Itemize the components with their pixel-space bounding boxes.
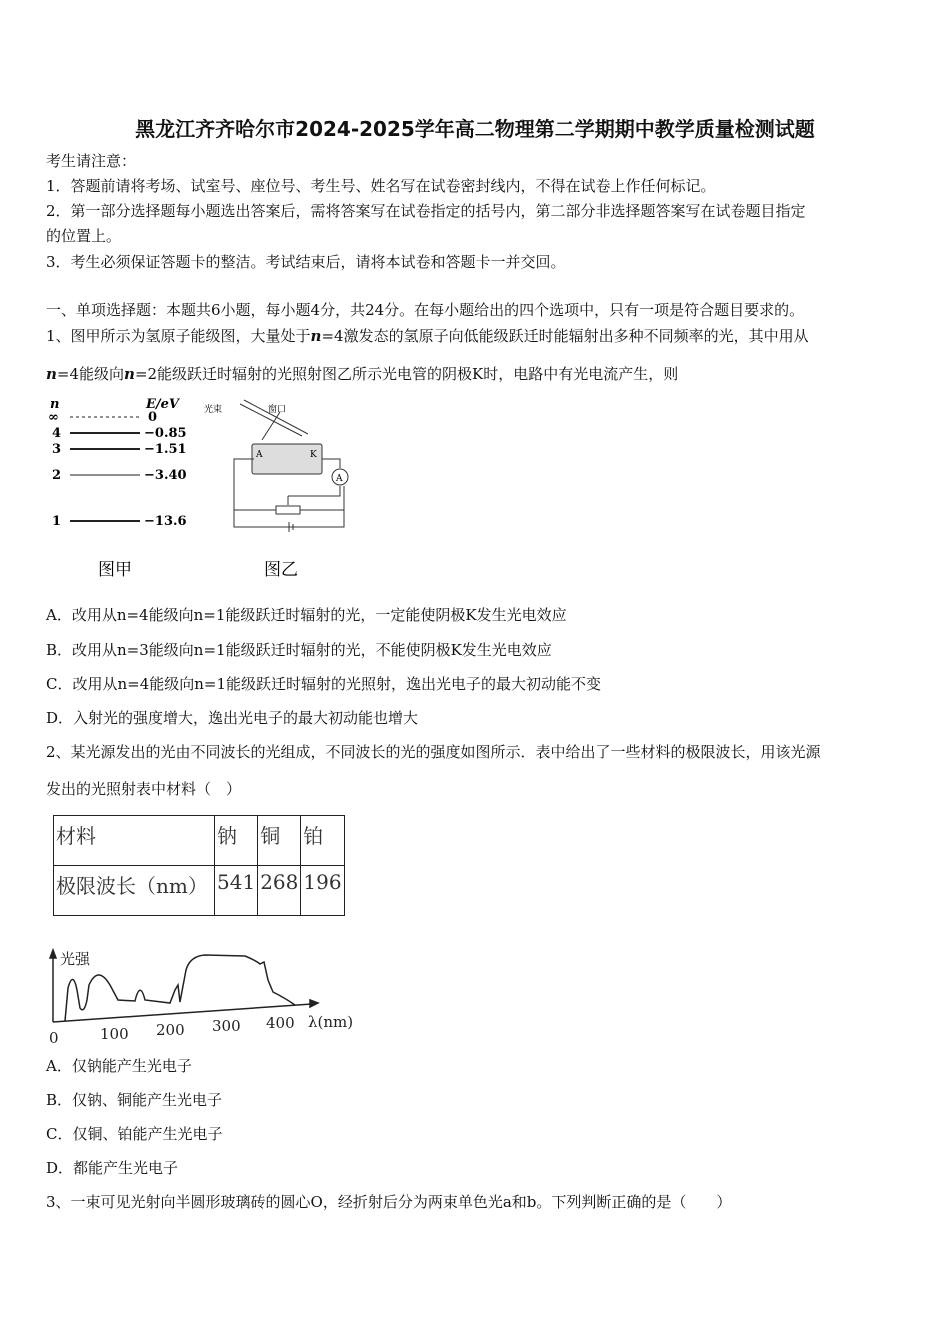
svg-text:0: 0	[49, 1029, 59, 1047]
svg-text:−0.85: −0.85	[144, 426, 187, 441]
svg-text:窗口: 窗口	[268, 405, 287, 415]
svg-text:300: 300	[212, 1017, 241, 1035]
level-n: ∞	[48, 410, 59, 425]
q1-option-c[interactable]: C．改用从n=4能级向n=1能级跃迁时辐射的光照射，逸出光电子的最大初动能不变	[46, 675, 602, 693]
q2-option-d[interactable]: D．都能产生光电子	[46, 1159, 179, 1177]
svg-text:λ(nm): λ(nm)	[308, 1013, 354, 1031]
table-row: 极限波长（nm） 541 268 196	[54, 866, 345, 916]
svg-text:−3.40: −3.40	[144, 468, 187, 483]
q2-option-c[interactable]: C．仅铜、铂能产生光电子	[46, 1125, 223, 1143]
q2-option-a[interactable]: A．仅钠能产生光电子	[46, 1057, 192, 1075]
q1-text: 1、图甲所示为氢原子能级图，大量处于n=4激发态的氢原子向低能级跃迁时能辐射出多种不同频率的光，其中用从	[46, 327, 809, 345]
svg-text:A: A	[256, 450, 263, 460]
svg-text:2: 2	[52, 468, 62, 483]
svg-text:3: 3	[52, 442, 62, 457]
n-label: n	[50, 397, 60, 412]
q3-text: 3、一束可见光射向半圆形玻璃砖的圆心O，经折射后分为两束单色光a和b。下列判断正确的是（ ）	[46, 1193, 732, 1211]
q2-option-b[interactable]: B．仅钠、铜能产生光电子	[46, 1091, 223, 1109]
notice-item: 3．考生必须保证答题卡的整洁。考试结束后，请将本试卷和答题卡一并交回。	[46, 253, 566, 271]
svg-text:0: 0	[148, 410, 158, 425]
svg-text:4: 4	[52, 426, 62, 441]
intensity-spectrum-chart	[40, 940, 370, 1050]
svg-text:光束: 光束	[204, 405, 223, 415]
e-label: E/eV	[146, 397, 180, 412]
q1-option-a[interactable]: A．改用从n=4能级向n=1能级跃迁时辐射的光，一定能使阴极K发生光电效应	[46, 606, 567, 624]
svg-text:−13.6: −13.6	[144, 514, 187, 529]
threshold-wavelength-table	[53, 815, 345, 916]
svg-text:光强: 光强	[60, 950, 91, 968]
q2-text: 发出的光照射表中材料（ ）	[46, 780, 242, 798]
svg-text:400: 400	[266, 1014, 295, 1032]
q2-text: 2、某光源发出的光由不同波长的光组成，不同波长的光的强度如图所示．表中给出了一些材料的极限波长，用该光源	[46, 743, 821, 761]
notice-item: 2．第一部分选择题每小题选出答案后，需将答案写在试卷指定的括号内，第二部分非选择题答案写在试卷题目指定	[46, 202, 806, 220]
svg-text:200: 200	[156, 1021, 185, 1039]
q1-option-b[interactable]: B．改用从n=3能级向n=1能级跃迁时辐射的光，不能使阴极K发生光电效应	[46, 641, 552, 659]
notice-item: 1．答题前请将考场、试室号、座位号、考生号、姓名写在试卷密封线内，不得在试卷上作任何标记。	[46, 177, 716, 195]
notice-heading: 考生请注意：	[46, 152, 137, 170]
q1-text: n=4能级向n=2能级跃迁时辐射的光照射图乙所示光电管的阴极K时，电路中有光电流产生，则	[46, 365, 679, 383]
svg-text:A: A	[336, 474, 343, 484]
fig1-caption: 图甲	[98, 560, 132, 580]
svg-text:1: 1	[52, 514, 62, 529]
notice-item: 的位置上。	[46, 227, 122, 245]
svg-text:100: 100	[100, 1025, 129, 1043]
q1-option-d[interactable]: D．入射光的强度增大，逸出光电子的最大初动能也增大	[46, 709, 419, 727]
svg-text:−1.51: −1.51	[144, 442, 187, 457]
energy-level-figures	[44, 392, 364, 587]
fig2-caption: 图乙	[264, 560, 298, 580]
section-heading: 一、单项选择题：本题共6小题，每小题4分，共24分。在每小题给出的四个选项中，只有一项是符合题目要求的。	[46, 301, 805, 319]
page-title: 黑龙江齐齐哈尔市2024-2025学年高二物理第二学期期中教学质量检测试题	[135, 117, 815, 141]
table-row: 材料 钠 铜 铂	[54, 816, 345, 866]
svg-text:K: K	[310, 450, 317, 460]
